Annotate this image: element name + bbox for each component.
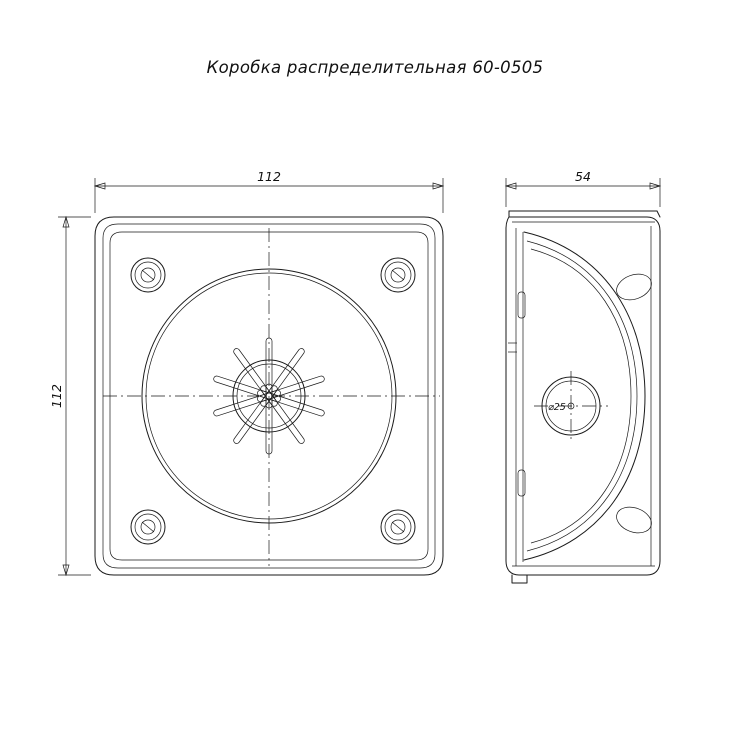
front-view [49,169,443,575]
side-top-right-edge [657,211,660,217]
screw-boss-bottom-right [381,510,415,544]
side-knockout [534,371,608,442]
screw-boss-bottom-left [131,510,165,544]
page-title: Коробка распределительная 60-0505 [206,58,544,77]
screw-boss-top-right [381,258,415,292]
side-clips [508,292,525,496]
front-height-dimension [49,217,91,575]
side-mounting-ears [613,270,655,538]
side-dome-profile [524,232,645,560]
side-view [506,169,660,583]
front-width-dimension [95,169,443,213]
front-width-value: 112 [257,169,281,184]
side-foot [512,575,527,583]
front-height-value: 112 [49,384,64,408]
knockout-diameter-value: ⌀25 [548,402,566,413]
rib [266,384,272,454]
corner-screw-bosses [131,258,415,544]
side-clip-upper [518,292,525,318]
screw-boss-top-left [131,258,165,292]
side-depth-value: 54 [575,169,591,184]
side-depth-dimension [506,169,660,207]
side-clip-lower [518,470,525,496]
